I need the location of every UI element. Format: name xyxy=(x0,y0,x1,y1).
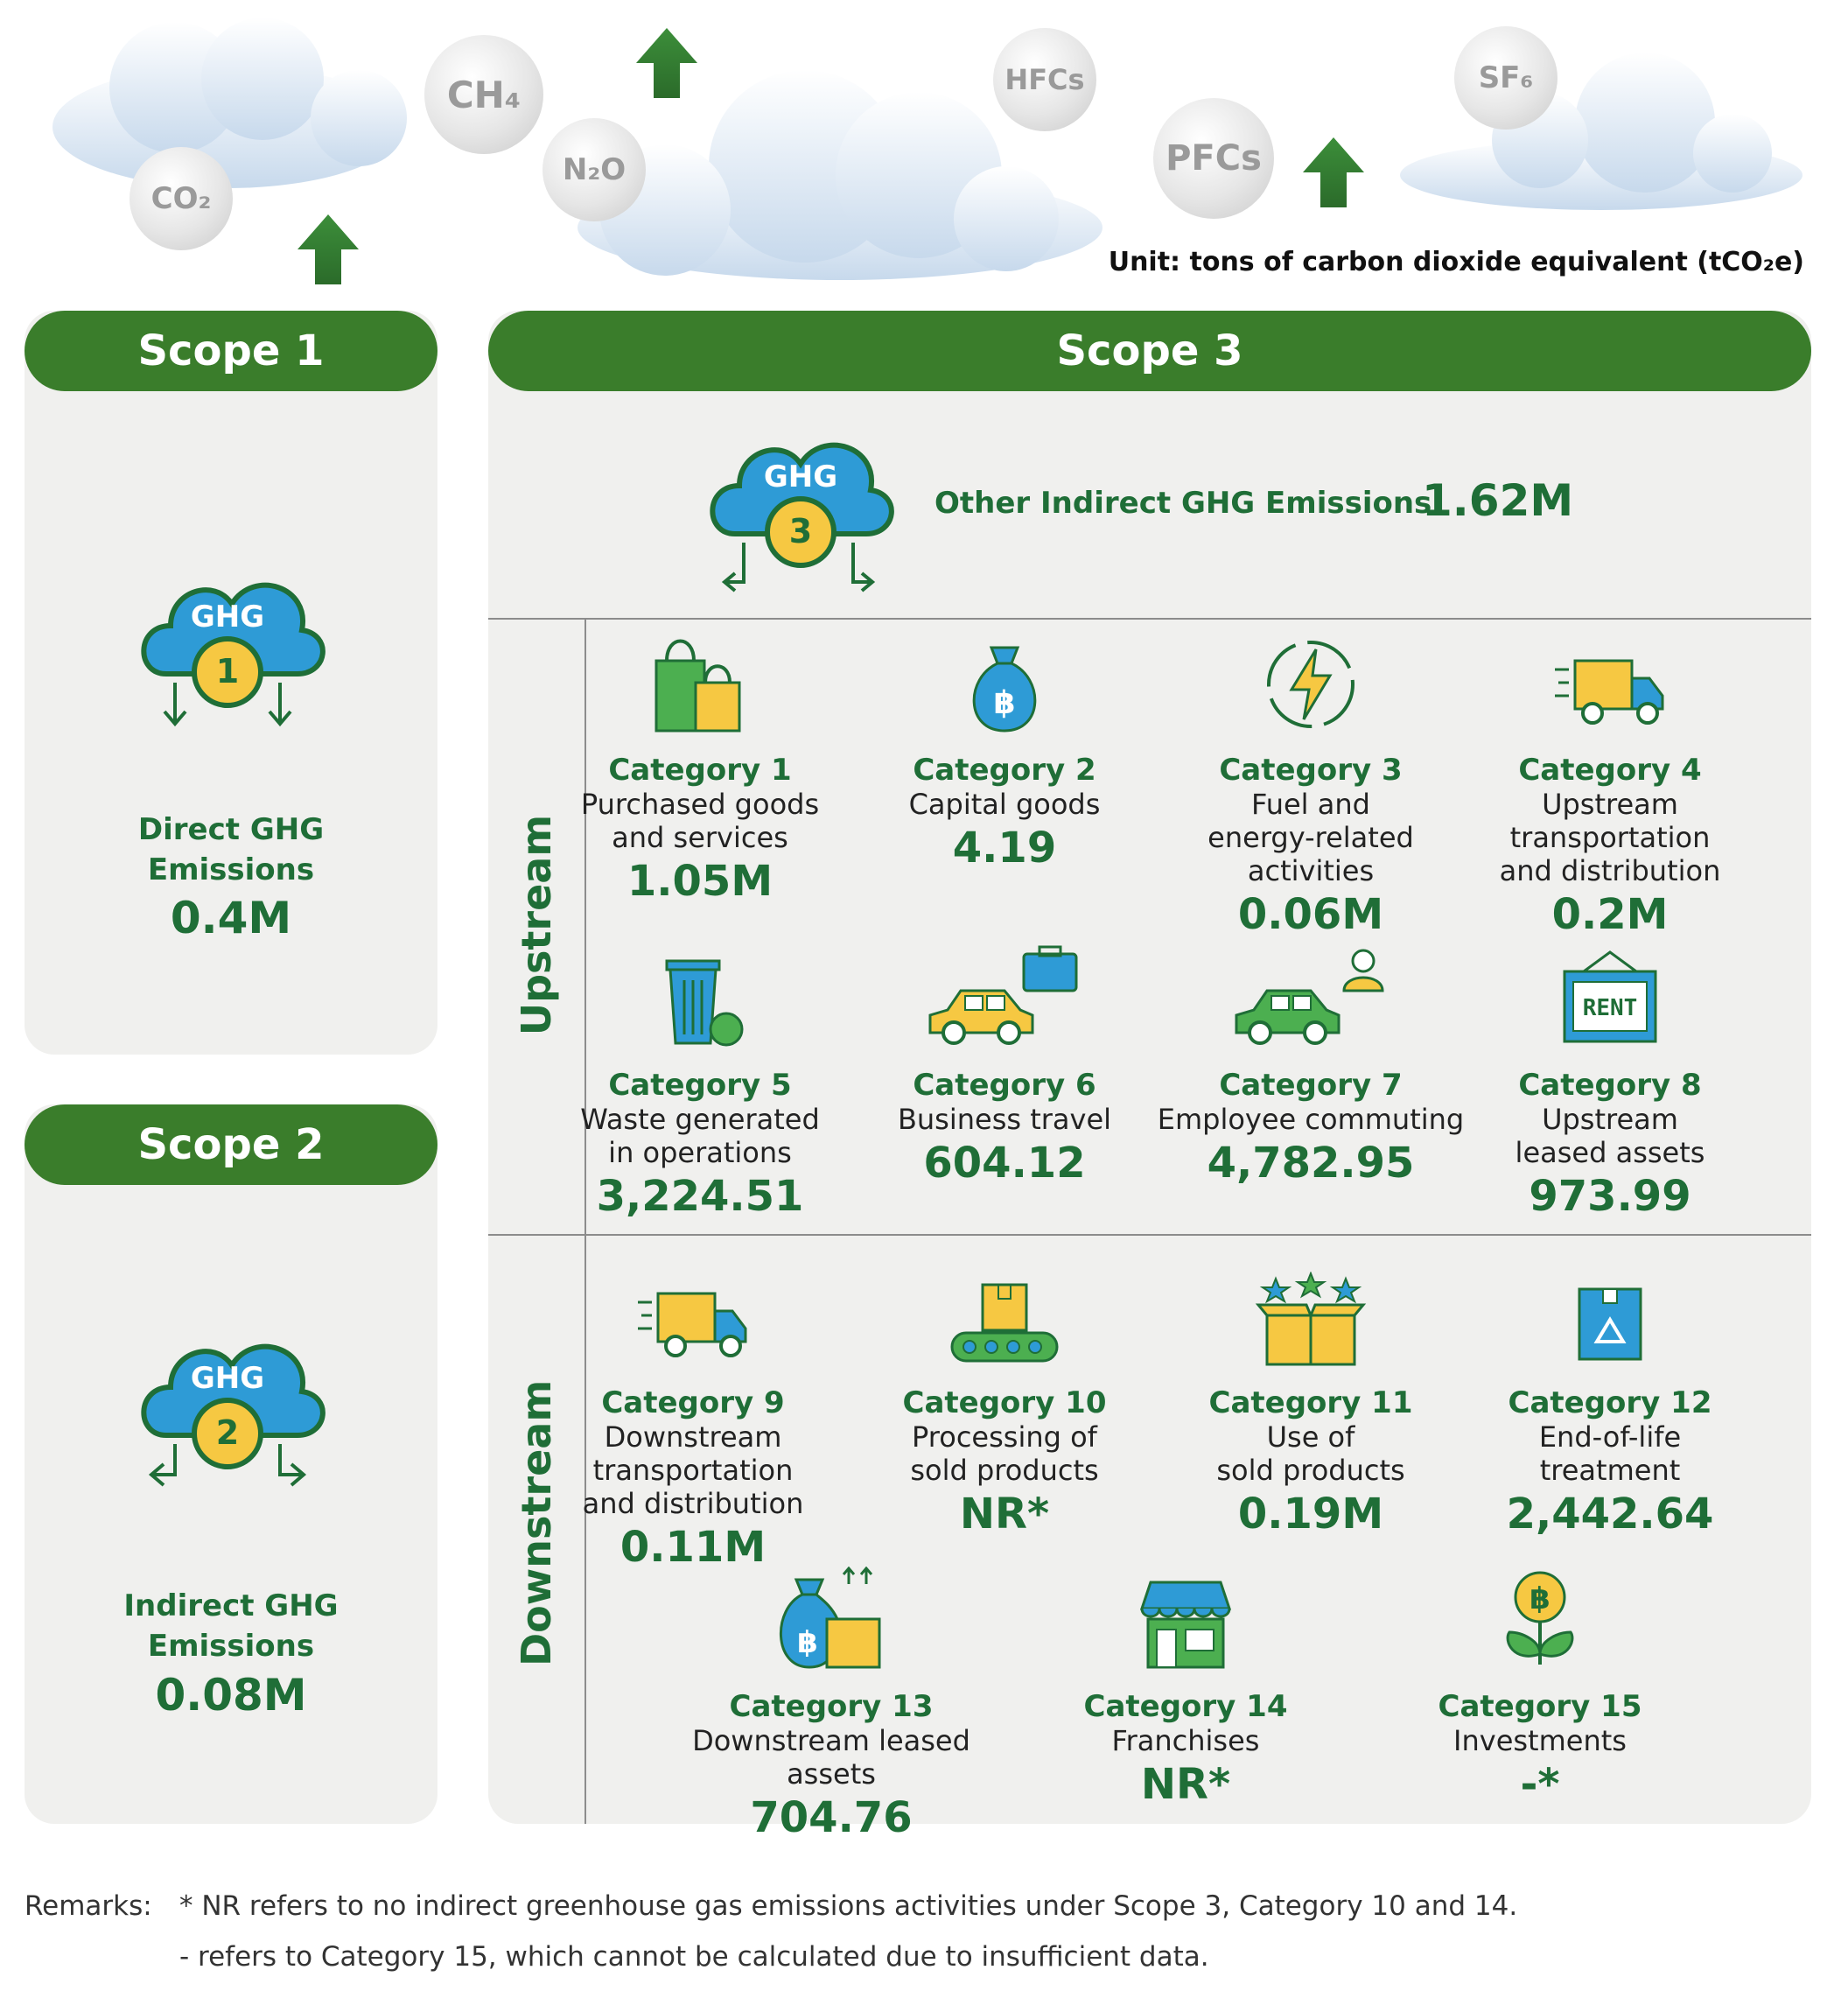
category-value: 0.11M xyxy=(620,1523,766,1572)
gas-ball-ch4: CH₄ xyxy=(424,35,543,154)
category-card xyxy=(847,630,1162,873)
category-description: Downstream xyxy=(604,1420,782,1454)
rent-sign-icon xyxy=(1452,945,1768,1050)
category-card xyxy=(1452,630,1768,940)
category-description: Upstream xyxy=(1542,788,1678,821)
category-description: Use of xyxy=(1266,1420,1355,1454)
svg-text:฿: ฿ xyxy=(1530,1581,1550,1616)
category-title: Category 1 xyxy=(608,753,792,788)
remarks-label: Remarks: xyxy=(24,1890,152,1922)
scope-number: 3 xyxy=(788,512,813,550)
category-description: energy-related xyxy=(1208,821,1414,854)
category-value: 704.76 xyxy=(750,1793,913,1842)
category-value: 4,782.95 xyxy=(1207,1139,1415,1188)
ghg-badge-text: GHG xyxy=(190,599,265,634)
scope2-value: 0.08M xyxy=(155,1670,307,1721)
category-card xyxy=(847,945,1162,1188)
divider xyxy=(488,1234,1811,1236)
svg-text:฿: ฿ xyxy=(797,1625,818,1660)
delivery-truck-icon xyxy=(1452,630,1768,735)
category-description: transportation xyxy=(592,1454,794,1487)
category-title: Category 9 xyxy=(601,1385,785,1420)
scope-number: 1 xyxy=(215,652,240,691)
category-value: 973.99 xyxy=(1529,1172,1691,1221)
category-card xyxy=(1153,1263,1468,1539)
cloud-left xyxy=(52,18,407,188)
category-title: Category 4 xyxy=(1518,753,1702,788)
ghg-badge-text: GHG xyxy=(763,459,838,494)
box-stars-icon xyxy=(1153,1263,1468,1368)
category-card xyxy=(1002,1567,1369,1810)
category-description: Fuel and xyxy=(1251,788,1370,821)
category-description: Capital goods xyxy=(908,788,1101,821)
category-description: Business travel xyxy=(897,1103,1112,1136)
coin-plant-icon xyxy=(1356,1567,1724,1672)
category-card xyxy=(1452,1263,1768,1539)
category-title: Category 15 xyxy=(1438,1689,1642,1724)
category-value: NR* xyxy=(1140,1760,1231,1809)
storefront-icon xyxy=(1002,1567,1369,1672)
category-card xyxy=(1356,1567,1724,1810)
scope-number: 2 xyxy=(215,1413,240,1452)
scope1-label xyxy=(24,810,438,890)
category-card xyxy=(542,630,858,907)
category-description: Purchased goods xyxy=(580,788,820,821)
category-description: and distribution xyxy=(1499,854,1721,887)
category-title: Category 3 xyxy=(1219,753,1403,788)
category-card xyxy=(536,1263,850,1573)
up-arrow-icon xyxy=(298,214,359,284)
category-title: Category 11 xyxy=(1208,1385,1413,1420)
category-title: Category 7 xyxy=(1219,1068,1403,1103)
category-title: Category 10 xyxy=(902,1385,1107,1420)
category-value: NR* xyxy=(959,1490,1050,1539)
category-value: 4.19 xyxy=(952,824,1057,873)
recycle-box-icon xyxy=(1452,1263,1768,1368)
svg-text:RENT: RENT xyxy=(1582,995,1638,1021)
scope1-label-line: Emissions xyxy=(147,852,315,887)
gas-ball-hfcs: HFCs xyxy=(993,28,1096,131)
category-card xyxy=(1153,630,1468,940)
category-value: 1.05M xyxy=(626,857,774,906)
category-description: Investments xyxy=(1453,1724,1627,1757)
ghg-badge-text: GHG xyxy=(190,1361,265,1396)
category-description: Franchises xyxy=(1111,1724,1260,1757)
scope3-value: 1.62M xyxy=(1422,475,1574,526)
scope3-label: Other Indirect GHG Emissions xyxy=(934,486,1432,521)
car-person-icon xyxy=(1153,945,1468,1050)
svg-text:฿: ฿ xyxy=(993,685,1016,721)
category-description: Employee commuting xyxy=(1157,1103,1465,1136)
downstream-label: Downstream xyxy=(513,1379,560,1666)
gas-ball-co2: CO₂ xyxy=(130,147,233,250)
category-description: leased assets xyxy=(1515,1136,1705,1169)
category-description: End-of-life xyxy=(1538,1420,1682,1454)
scope2-label-line: Indirect GHG xyxy=(123,1588,339,1623)
category-card xyxy=(542,945,858,1222)
category-value: 0.2M xyxy=(1551,890,1669,939)
category-value: 0.19M xyxy=(1237,1490,1384,1539)
unit-label: Unit: tons of carbon dioxide equivalent (tCO₂e) xyxy=(1108,247,1804,277)
category-card xyxy=(648,1567,1015,1843)
category-value: 604.12 xyxy=(923,1139,1086,1188)
category-description: Downstream leased assets xyxy=(692,1724,970,1791)
energy-bolt-icon xyxy=(1153,630,1468,735)
remarks-line: - refers to Category 15, which cannot be calculated due to insufficient data. xyxy=(179,1941,1209,1973)
trash-bin-icon xyxy=(542,945,858,1050)
category-description: Processing of xyxy=(912,1420,1097,1454)
scope2-header: Scope 2 xyxy=(24,1104,438,1185)
category-description: transportation xyxy=(1509,821,1711,854)
category-title: Category 5 xyxy=(608,1068,792,1103)
upstream-label: Upstream xyxy=(513,814,560,1036)
gas-ball-sf6: SF₆ xyxy=(1454,26,1558,130)
category-title: Category 2 xyxy=(913,753,1096,788)
up-arrow-icon xyxy=(636,28,697,98)
delivery-truck-icon xyxy=(536,1263,850,1368)
category-value: -* xyxy=(1520,1760,1560,1809)
category-card xyxy=(847,1263,1162,1539)
gas-ball-n2o: N₂O xyxy=(542,118,646,221)
category-description: and distribution xyxy=(582,1487,804,1520)
category-title: Category 13 xyxy=(729,1689,934,1724)
category-description: Upstream xyxy=(1542,1103,1678,1136)
car-briefcase-icon xyxy=(847,945,1162,1050)
category-description: activities xyxy=(1247,854,1375,887)
category-title: Category 8 xyxy=(1518,1068,1702,1103)
category-value: 2,442.64 xyxy=(1506,1490,1714,1539)
category-description: in operations xyxy=(608,1136,792,1169)
divider xyxy=(488,618,1811,620)
remarks-line: * NR refers to no indirect greenhouse gas emissions activities under Scope 3, Category 10 and 14. xyxy=(179,1890,1518,1922)
scope2-label-line: Emissions xyxy=(147,1629,315,1664)
conveyor-box-icon xyxy=(847,1263,1162,1368)
scope1-label-line: Direct GHG xyxy=(137,812,325,847)
category-description: treatment xyxy=(1539,1454,1681,1487)
category-title: Category 14 xyxy=(1083,1689,1288,1724)
money-bag-box-icon xyxy=(648,1567,1015,1672)
scope3-header: Scope 3 xyxy=(488,311,1811,391)
scope1-header: Scope 1 xyxy=(24,311,438,391)
scope1-value: 0.4M xyxy=(170,893,292,943)
category-value: 0.06M xyxy=(1237,890,1384,939)
category-description: Waste generated xyxy=(580,1103,820,1136)
money-bag-icon xyxy=(847,630,1162,735)
gas-ball-pfcs: PFCs xyxy=(1153,98,1274,219)
category-title: Category 6 xyxy=(913,1068,1096,1103)
up-arrow-icon xyxy=(1303,137,1364,207)
ghg-cloud-icon xyxy=(131,1313,332,1509)
scope2-label xyxy=(24,1586,438,1666)
category-card xyxy=(1452,945,1768,1222)
category-description: sold products xyxy=(1216,1454,1405,1487)
category-value: 3,224.51 xyxy=(596,1172,804,1221)
ghg-cloud-icon xyxy=(700,411,901,607)
category-description: and services xyxy=(612,821,788,854)
category-description: sold products xyxy=(910,1454,1099,1487)
shopping-bags-icon xyxy=(542,630,858,735)
category-title: Category 12 xyxy=(1508,1385,1712,1420)
ghg-cloud-icon xyxy=(131,551,332,747)
category-card xyxy=(1153,945,1468,1188)
